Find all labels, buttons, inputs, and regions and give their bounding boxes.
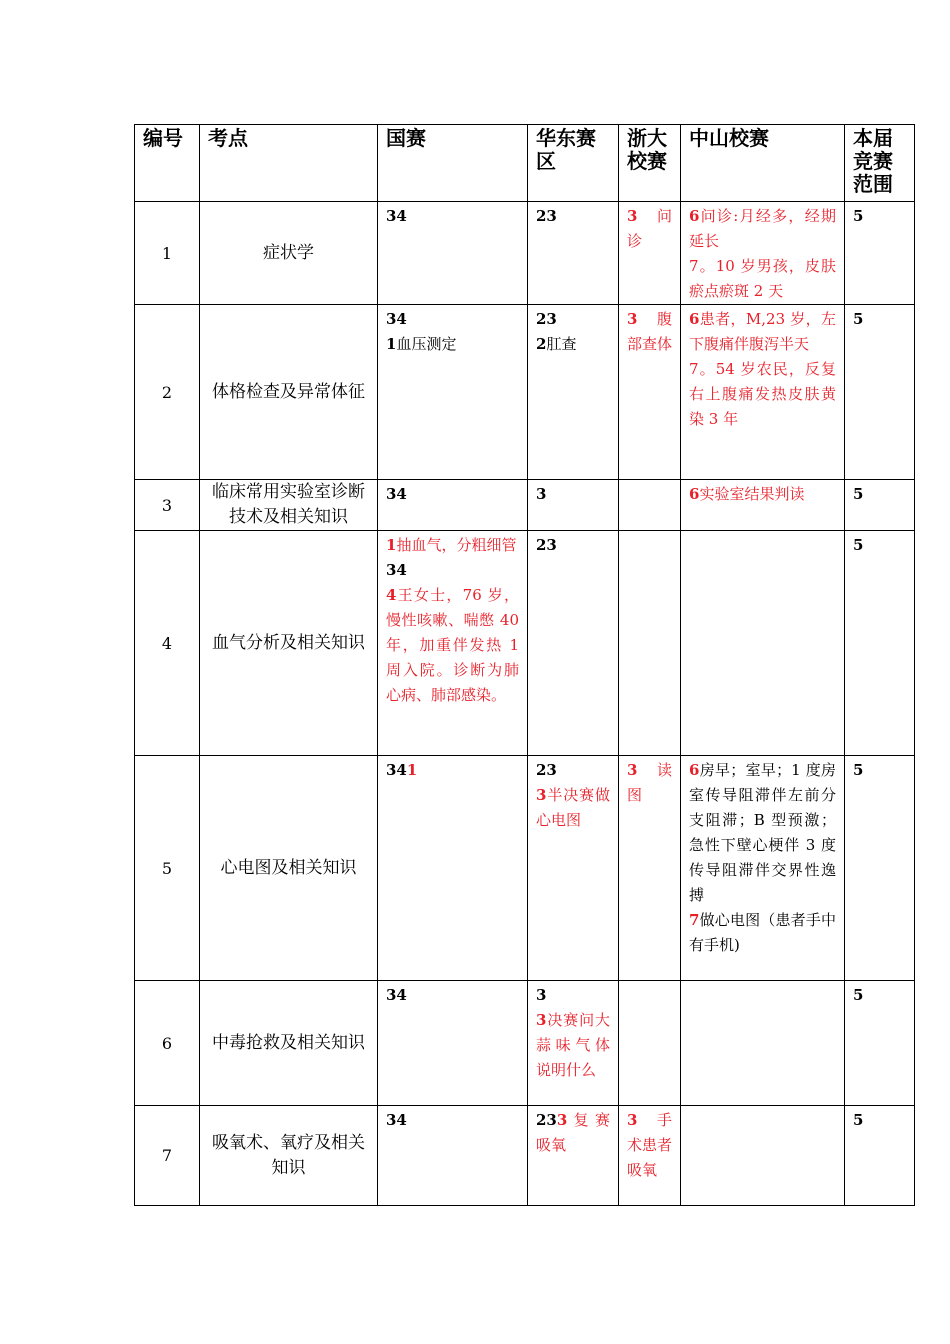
cell-line [536, 1108, 610, 1158]
header-number: 编号 [135, 125, 200, 202]
cell-line [536, 204, 610, 229]
item-number: 6 [689, 207, 700, 225]
item-text: 读图 [627, 761, 672, 804]
cell-line [386, 583, 519, 708]
item-number: 3 [627, 207, 638, 225]
row-number: 5 [135, 756, 200, 981]
cell-east-china [528, 981, 619, 1106]
item-number: 5 [853, 310, 864, 328]
cell-national [378, 1106, 528, 1206]
item-text: 血压测定 [396, 335, 457, 353]
item-text: 做心电图（患者手中有手机) [689, 911, 836, 954]
item-number: 34 [386, 207, 407, 225]
cell-line [386, 533, 519, 558]
item-number: 3 [627, 1111, 638, 1129]
header-east-china: 华东赛区 [528, 125, 619, 202]
item-number: 3 [536, 1011, 547, 1029]
cell-line [853, 758, 906, 783]
item-number: 34 [386, 761, 407, 779]
table-row [135, 981, 915, 1106]
table-row [135, 756, 915, 981]
cell-line [536, 533, 610, 558]
cell-line [853, 983, 906, 1008]
cell-line [536, 332, 610, 357]
cell-zhejiang-univ [619, 531, 681, 756]
item-number: 34 [386, 561, 407, 579]
cell-east-china [528, 756, 619, 981]
cell-sun-yat-sen [681, 480, 845, 531]
cell-national [378, 756, 528, 981]
item-text: 腹部查体 [627, 310, 673, 353]
row-number: 3 [135, 480, 200, 531]
table-row [135, 531, 915, 756]
cell-scope [845, 202, 915, 305]
cell-line [627, 307, 672, 357]
cell-line [689, 908, 836, 958]
cell-sun-yat-sen [681, 531, 845, 756]
item-text: 肛查 [546, 335, 577, 353]
item-text: 半决赛做心电图 [536, 786, 610, 829]
cell-line [627, 204, 672, 254]
item-text: 患者，M,23 岁，左下腹痛伴腹泻半天 [689, 310, 836, 353]
cell-national [378, 531, 528, 756]
cell-east-china [528, 1106, 619, 1206]
header-topic: 考点 [200, 125, 378, 202]
header-national: 国赛 [378, 125, 528, 202]
item-number: 23 [536, 761, 557, 779]
item-text: 问诊:月经多，经期延长 [689, 207, 836, 250]
item-number: 5 [853, 207, 864, 225]
item-text: 手术患者吸氧 [627, 1111, 673, 1179]
item-number: 2 [536, 335, 547, 353]
item-text: 问诊 [627, 207, 672, 250]
cell-line [536, 307, 610, 332]
table-row [135, 1106, 915, 1206]
table-row [135, 202, 915, 305]
header-scope: 本届竞赛范围 [845, 125, 915, 202]
table-body [135, 202, 915, 1206]
cell-zhejiang-univ [619, 756, 681, 981]
cell-east-china [528, 202, 619, 305]
row-number: 1 [135, 202, 200, 305]
item-number: 23 [536, 1111, 557, 1129]
item-number: 3 [556, 1111, 568, 1129]
cell-line [853, 1108, 906, 1133]
item-number: 6 [689, 761, 700, 779]
cell-sun-yat-sen [681, 202, 845, 305]
item-number: 3 [536, 786, 547, 804]
row-topic: 血气分析及相关知识 [200, 531, 378, 756]
cell-line [627, 758, 672, 808]
cell-line [386, 482, 519, 507]
item-number: 34 [386, 986, 407, 1004]
cell-east-china [528, 480, 619, 531]
cell-line [536, 758, 610, 783]
row-topic: 临床常用实验室诊断技术及相关知识 [200, 480, 378, 531]
item-text: 实验室结果判读 [699, 485, 805, 503]
table-row [135, 480, 915, 531]
row-topic: 吸氧术、氧疗及相关知识 [200, 1106, 378, 1206]
cell-national [378, 202, 528, 305]
cell-line [386, 558, 519, 583]
cell-national [378, 981, 528, 1106]
item-text: 决赛问大蒜味气体说明什么 [536, 1011, 610, 1079]
cell-zhejiang-univ [619, 305, 681, 480]
cell-line [386, 332, 519, 357]
cell-sun-yat-sen [681, 756, 845, 981]
item-number: 3 [627, 310, 638, 328]
cell-line [853, 533, 906, 558]
cell-line [386, 758, 519, 783]
item-number: 23 [536, 207, 557, 225]
row-topic: 症状学 [200, 202, 378, 305]
item-number: 1 [386, 536, 397, 554]
item-text: 抽血气，分粗细管 [396, 536, 517, 554]
cell-east-china [528, 531, 619, 756]
row-number: 4 [135, 531, 200, 756]
cell-line [627, 1108, 672, 1183]
header-zhejiang-univ: 浙大校赛 [619, 125, 681, 202]
item-number: 3 [627, 761, 638, 779]
item-number: 6 [689, 310, 700, 328]
cell-national [378, 305, 528, 480]
exam-points-table [134, 124, 915, 1206]
item-number: 5 [853, 1111, 864, 1129]
cell-line [386, 983, 519, 1008]
cell-line [536, 482, 610, 507]
cell-sun-yat-sen [681, 1106, 845, 1206]
item-number: 5 [853, 986, 864, 1004]
item-text: 7。54 岁农民，反复右上腹痛发热皮肤黄染 3 年 [689, 360, 836, 428]
item-text: 王女士，76 岁，慢性咳嗽、喘憋 40 年，加重伴发热 1 周入院。诊断为肺心病、肺部感染。 [386, 586, 519, 704]
row-topic: 中毒抢救及相关知识 [200, 981, 378, 1106]
cell-line [689, 482, 836, 507]
item-number: 7 [689, 911, 700, 929]
cell-line [536, 1008, 610, 1083]
item-text: 7。10 岁男孩，皮肤瘀点瘀斑 2 天 [689, 257, 836, 300]
item-number: 34 [386, 485, 407, 503]
header-sun-yat-sen: 中山校赛 [681, 125, 845, 202]
item-number: 1 [406, 761, 418, 779]
item-number: 6 [689, 485, 700, 503]
cell-line [689, 204, 836, 254]
cell-line [536, 783, 610, 833]
item-number: 5 [853, 485, 864, 503]
cell-line [689, 758, 836, 908]
table-row [135, 305, 915, 480]
item-number: 34 [386, 310, 407, 328]
cell-zhejiang-univ [619, 480, 681, 531]
cell-sun-yat-sen [681, 305, 845, 480]
item-text: 房早；室早；1 度房室传导阻滞伴左前分支阻滞；B 型预激；急性下壁心梗伴 3 度传导阻滞伴交界性逸搏 [689, 761, 836, 904]
cell-line [386, 204, 519, 229]
cell-line [386, 1108, 519, 1133]
cell-line [853, 307, 906, 332]
item-number: 34 [386, 1111, 407, 1129]
cell-east-china [528, 305, 619, 480]
item-number: 5 [853, 536, 864, 554]
header-row [135, 125, 915, 202]
item-number: 23 [536, 310, 557, 328]
item-number: 23 [536, 536, 557, 554]
item-text: 复赛吸氧 [536, 1111, 610, 1154]
item-number: 1 [386, 335, 397, 353]
item-number: 3 [536, 986, 547, 1004]
cell-line [853, 482, 906, 507]
row-number: 7 [135, 1106, 200, 1206]
row-number: 2 [135, 305, 200, 480]
cell-zhejiang-univ [619, 1106, 681, 1206]
cell-sun-yat-sen [681, 981, 845, 1106]
cell-scope [845, 531, 915, 756]
cell-line [689, 254, 836, 304]
cell-scope [845, 1106, 915, 1206]
item-number: 3 [536, 485, 547, 503]
cell-scope [845, 981, 915, 1106]
cell-scope [845, 480, 915, 531]
cell-line [689, 307, 836, 357]
cell-line [386, 307, 519, 332]
cell-zhejiang-univ [619, 981, 681, 1106]
cell-national [378, 480, 528, 531]
cell-line [853, 204, 906, 229]
cell-line [536, 983, 610, 1008]
cell-scope [845, 305, 915, 480]
row-number: 6 [135, 981, 200, 1106]
item-number: 5 [853, 761, 864, 779]
cell-scope [845, 756, 915, 981]
cell-line [689, 357, 836, 432]
cell-zhejiang-univ [619, 202, 681, 305]
item-number: 4 [386, 586, 397, 604]
row-topic: 心电图及相关知识 [200, 756, 378, 981]
row-topic: 体格检查及异常体征 [200, 305, 378, 480]
